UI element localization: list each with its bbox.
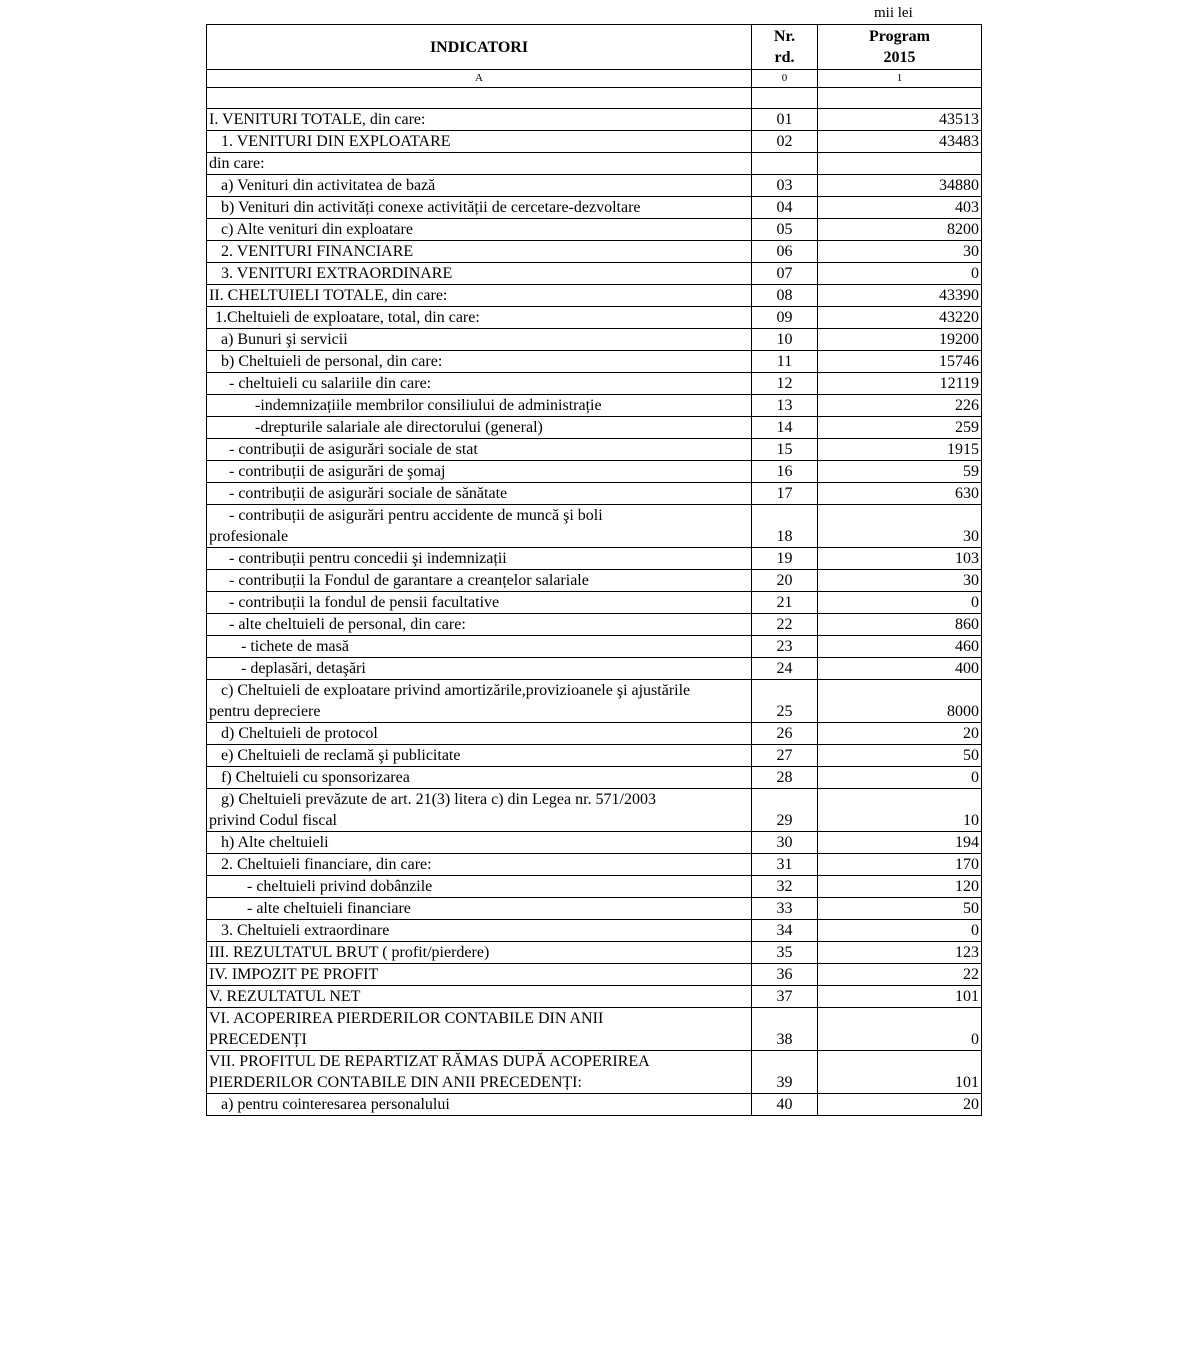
row-label-text: a) Venituri din activitatea de bază bbox=[221, 177, 436, 194]
row-value: 460 bbox=[818, 636, 982, 658]
row-number: 28 bbox=[752, 767, 818, 789]
row-label bbox=[207, 263, 752, 285]
table-row bbox=[207, 461, 982, 483]
blank-cell bbox=[752, 88, 818, 109]
row-label bbox=[207, 417, 752, 439]
row-number: 07 bbox=[752, 263, 818, 285]
row-number: 24 bbox=[752, 658, 818, 680]
row-label bbox=[207, 767, 752, 789]
row-number: 25 bbox=[752, 680, 818, 723]
row-label bbox=[207, 219, 752, 241]
row-value: 20 bbox=[818, 723, 982, 745]
row-label bbox=[207, 307, 752, 329]
row-label-text: II. CHELTUIELI TOTALE, din care: bbox=[209, 287, 448, 304]
row-value: 8200 bbox=[818, 219, 982, 241]
row-label bbox=[207, 745, 752, 767]
row-number: 08 bbox=[752, 285, 818, 307]
row-value: 170 bbox=[818, 854, 982, 876]
row-value bbox=[818, 153, 982, 175]
row-label-text: VII. PROFITUL DE REPARTIZAT RĂMAS DUPĂ ACOPERIREA bbox=[209, 1053, 650, 1070]
row-value: 860 bbox=[818, 614, 982, 636]
row-value: 0 bbox=[818, 920, 982, 942]
row-value: 15746 bbox=[818, 351, 982, 373]
row-label bbox=[207, 505, 752, 548]
row-number: 29 bbox=[752, 789, 818, 832]
row-label bbox=[207, 964, 752, 986]
table-row bbox=[207, 570, 982, 592]
header-nr bbox=[752, 25, 818, 70]
row-label-text: a) pentru cointeresarea personalului bbox=[221, 1096, 450, 1113]
row-label bbox=[207, 1008, 752, 1051]
table-row bbox=[207, 197, 982, 219]
row-number: 13 bbox=[752, 395, 818, 417]
row-label bbox=[207, 241, 752, 263]
row-value: 0 bbox=[818, 263, 982, 285]
row-label bbox=[207, 197, 752, 219]
row-label-text: e) Cheltuieli de reclamă şi publicitate bbox=[221, 747, 461, 764]
row-number: 40 bbox=[752, 1094, 818, 1116]
row-label-text: c) Alte venituri din exploatare bbox=[221, 221, 413, 238]
row-label bbox=[207, 614, 752, 636]
row-value: 120 bbox=[818, 876, 982, 898]
blank-cell bbox=[818, 88, 982, 109]
header-nr-line1: Nr. bbox=[773, 28, 796, 45]
row-value: 0 bbox=[818, 592, 982, 614]
row-number: 34 bbox=[752, 920, 818, 942]
table-row bbox=[207, 285, 982, 307]
row-value: 101 bbox=[818, 1051, 982, 1094]
row-value: 43390 bbox=[818, 285, 982, 307]
table-row bbox=[207, 483, 982, 505]
row-label-text: - contribuții pentru concedii şi indemnizații bbox=[229, 550, 507, 567]
table-row bbox=[207, 898, 982, 920]
column-code-a: A bbox=[207, 70, 752, 88]
row-number: 14 bbox=[752, 417, 818, 439]
row-value: 43483 bbox=[818, 131, 982, 153]
row-label-text: - contribuții la Fondul de garantare a creanțelor salariale bbox=[229, 572, 589, 589]
row-number: 03 bbox=[752, 175, 818, 197]
row-number: 32 bbox=[752, 876, 818, 898]
row-label-text: - tichete de masă bbox=[241, 638, 349, 655]
header-nr-line2: rd. bbox=[774, 49, 795, 66]
table-row bbox=[207, 417, 982, 439]
row-label-text: 3. VENITURI EXTRAORDINARE bbox=[221, 265, 453, 282]
row-label bbox=[207, 483, 752, 505]
row-label bbox=[207, 1051, 752, 1094]
row-label bbox=[207, 898, 752, 920]
row-number: 22 bbox=[752, 614, 818, 636]
financial-table bbox=[206, 24, 982, 1116]
row-value: 10 bbox=[818, 789, 982, 832]
row-value: 226 bbox=[818, 395, 982, 417]
row-number: 02 bbox=[752, 131, 818, 153]
row-value: 123 bbox=[818, 942, 982, 964]
row-label bbox=[207, 636, 752, 658]
row-label-text: 1.Cheltuieli de exploatare, total, din care: bbox=[215, 309, 480, 326]
row-number: 23 bbox=[752, 636, 818, 658]
column-code-1: 1 bbox=[818, 70, 982, 88]
row-label bbox=[207, 876, 752, 898]
row-value: 43220 bbox=[818, 307, 982, 329]
row-label-text: I. VENITURI TOTALE, din care: bbox=[209, 111, 426, 128]
row-label bbox=[207, 395, 752, 417]
table-row bbox=[207, 263, 982, 285]
row-value: 30 bbox=[818, 505, 982, 548]
row-value: 1915 bbox=[818, 439, 982, 461]
table-row bbox=[207, 876, 982, 898]
blank-row bbox=[207, 88, 982, 109]
row-label bbox=[207, 439, 752, 461]
row-label-text: g) Cheltuieli prevăzute de art. 21(3) litera c) din Legea nr. 571/2003 bbox=[221, 791, 656, 808]
row-label bbox=[207, 548, 752, 570]
table-row bbox=[207, 241, 982, 263]
row-label bbox=[207, 570, 752, 592]
row-number: 06 bbox=[752, 241, 818, 263]
row-label-text: - contribuții la fondul de pensii facultative bbox=[229, 594, 500, 611]
row-number: 16 bbox=[752, 461, 818, 483]
row-label-continuation: PRECEDENȚI bbox=[209, 1031, 307, 1048]
row-number: 37 bbox=[752, 986, 818, 1008]
row-label bbox=[207, 920, 752, 942]
row-label-text: din care: bbox=[209, 155, 265, 172]
row-value: 403 bbox=[818, 197, 982, 219]
row-number: 38 bbox=[752, 1008, 818, 1051]
table-row bbox=[207, 395, 982, 417]
row-label-text: 1. VENITURI DIN EXPLOATARE bbox=[221, 133, 451, 150]
row-label-text: - cheltuieli cu salariile din care: bbox=[229, 375, 432, 392]
row-label bbox=[207, 680, 752, 723]
row-value: 12119 bbox=[818, 373, 982, 395]
row-number: 36 bbox=[752, 964, 818, 986]
row-label bbox=[207, 658, 752, 680]
table-row bbox=[207, 131, 982, 153]
header-row bbox=[207, 25, 982, 70]
row-value: 0 bbox=[818, 1008, 982, 1051]
row-label bbox=[207, 832, 752, 854]
table-row bbox=[207, 745, 982, 767]
row-number: 17 bbox=[752, 483, 818, 505]
row-number bbox=[752, 153, 818, 175]
table-row bbox=[207, 920, 982, 942]
row-label-text: -indemnizațiile membrilor consiliului de administrație bbox=[255, 397, 602, 414]
row-number: 01 bbox=[752, 109, 818, 131]
row-label-text: - deplasări, detaşări bbox=[241, 660, 366, 677]
table-row bbox=[207, 723, 982, 745]
header-indicators: INDICATORI bbox=[207, 25, 752, 70]
row-number: 21 bbox=[752, 592, 818, 614]
table-row bbox=[207, 1051, 982, 1094]
row-number: 09 bbox=[752, 307, 818, 329]
column-code-row bbox=[207, 70, 982, 88]
row-label bbox=[207, 131, 752, 153]
row-number: 11 bbox=[752, 351, 818, 373]
row-value: 101 bbox=[818, 986, 982, 1008]
table-row bbox=[207, 592, 982, 614]
header-program bbox=[818, 25, 982, 70]
table-row bbox=[207, 109, 982, 131]
row-label-text: - cheltuieli privind dobânzile bbox=[247, 878, 433, 895]
row-number: 33 bbox=[752, 898, 818, 920]
row-number: 15 bbox=[752, 439, 818, 461]
row-label-text: 3. Cheltuieli extraordinare bbox=[221, 922, 390, 939]
row-label-text: b) Venituri din activități conexe activității de cercetare-dezvoltare bbox=[221, 199, 641, 216]
table-row bbox=[207, 548, 982, 570]
row-label-text: b) Cheltuieli de personal, din care: bbox=[221, 353, 443, 370]
row-label bbox=[207, 285, 752, 307]
row-value: 34880 bbox=[818, 175, 982, 197]
row-label-continuation: PIERDERILOR CONTABILE DIN ANII PRECEDENȚI: bbox=[209, 1074, 582, 1091]
header-program-line1: Program bbox=[868, 28, 930, 45]
column-code-0: 0 bbox=[752, 70, 818, 88]
table-row bbox=[207, 329, 982, 351]
row-label-text: V. REZULTATUL NET bbox=[209, 988, 361, 1005]
row-value: 22 bbox=[818, 964, 982, 986]
row-number: 39 bbox=[752, 1051, 818, 1094]
row-label-text: c) Cheltuieli de exploatare privind amortizările,provizioanele şi ajustările bbox=[221, 682, 691, 699]
row-value: 50 bbox=[818, 745, 982, 767]
row-label-text: - contribuții de asigurări de şomaj bbox=[229, 463, 446, 480]
row-value: 30 bbox=[818, 241, 982, 263]
table-row bbox=[207, 854, 982, 876]
row-label-text: III. REZULTATUL BRUT ( profit/pierdere) bbox=[209, 944, 490, 961]
row-number: 30 bbox=[752, 832, 818, 854]
row-value: 43513 bbox=[818, 109, 982, 131]
row-label-text: VI. ACOPERIREA PIERDERILOR CONTABILE DIN ANII bbox=[209, 1010, 604, 1027]
table-row bbox=[207, 439, 982, 461]
row-label bbox=[207, 1094, 752, 1116]
table-row bbox=[207, 986, 982, 1008]
row-label-text: h) Alte cheltuieli bbox=[221, 834, 329, 851]
header-program-line2: 2015 bbox=[883, 49, 916, 66]
row-value: 20 bbox=[818, 1094, 982, 1116]
row-label-text: 2. VENITURI FINANCIARE bbox=[221, 243, 414, 260]
row-label-text: d) Cheltuieli de protocol bbox=[221, 725, 378, 742]
row-value: 50 bbox=[818, 898, 982, 920]
row-label-text: - contribuții de asigurări sociale de stat bbox=[229, 441, 478, 458]
row-value: 0 bbox=[818, 767, 982, 789]
table-row bbox=[207, 832, 982, 854]
row-label bbox=[207, 153, 752, 175]
row-label-text: - contribuții de asigurări pentru accidente de muncă şi boli bbox=[229, 507, 603, 524]
table-row bbox=[207, 1094, 982, 1116]
row-number: 26 bbox=[752, 723, 818, 745]
row-label-text: f) Cheltuieli cu sponsorizarea bbox=[221, 769, 410, 786]
row-number: 18 bbox=[752, 505, 818, 548]
row-value: 59 bbox=[818, 461, 982, 483]
table-row bbox=[207, 351, 982, 373]
row-label-text: - contribuții de asigurări sociale de sănătate bbox=[229, 485, 508, 502]
row-label bbox=[207, 351, 752, 373]
row-number: 10 bbox=[752, 329, 818, 351]
row-label bbox=[207, 986, 752, 1008]
table-row bbox=[207, 1008, 982, 1051]
row-label-continuation: privind Codul fiscal bbox=[209, 812, 337, 829]
table-row bbox=[207, 964, 982, 986]
row-label bbox=[207, 461, 752, 483]
row-value: 259 bbox=[818, 417, 982, 439]
table-row bbox=[207, 614, 982, 636]
row-number: 05 bbox=[752, 219, 818, 241]
row-label bbox=[207, 109, 752, 131]
table-row bbox=[207, 789, 982, 832]
row-value: 8000 bbox=[818, 680, 982, 723]
row-label bbox=[207, 592, 752, 614]
row-label-text: - alte cheltuieli financiare bbox=[247, 900, 411, 917]
row-label-text: - alte cheltuieli de personal, din care: bbox=[229, 616, 466, 633]
row-number: 04 bbox=[752, 197, 818, 219]
row-label bbox=[207, 373, 752, 395]
row-number: 20 bbox=[752, 570, 818, 592]
row-label bbox=[207, 854, 752, 876]
table-row bbox=[207, 219, 982, 241]
table-row bbox=[207, 636, 982, 658]
row-label-text: 2. Cheltuieli financiare, din care: bbox=[221, 856, 432, 873]
row-label bbox=[207, 942, 752, 964]
table-row bbox=[207, 505, 982, 548]
row-label bbox=[207, 175, 752, 197]
row-number: 27 bbox=[752, 745, 818, 767]
row-value: 103 bbox=[818, 548, 982, 570]
table-row bbox=[207, 175, 982, 197]
row-value: 194 bbox=[818, 832, 982, 854]
row-number: 31 bbox=[752, 854, 818, 876]
row-value: 630 bbox=[818, 483, 982, 505]
blank-cell bbox=[207, 88, 752, 109]
table-row bbox=[207, 373, 982, 395]
unit-label: mii lei bbox=[874, 5, 913, 21]
row-number: 12 bbox=[752, 373, 818, 395]
table-row bbox=[207, 942, 982, 964]
row-value: 30 bbox=[818, 570, 982, 592]
row-label-continuation: pentru depreciere bbox=[209, 703, 321, 720]
row-label bbox=[207, 789, 752, 832]
row-label-text: IV. IMPOZIT PE PROFIT bbox=[209, 966, 379, 983]
row-label-text: a) Bunuri şi servicii bbox=[221, 331, 348, 348]
table-row bbox=[207, 307, 982, 329]
row-label-continuation: profesionale bbox=[209, 528, 289, 545]
row-label-text: -drepturile salariale ale directorului (general) bbox=[255, 419, 543, 436]
table-row bbox=[207, 767, 982, 789]
row-value: 400 bbox=[818, 658, 982, 680]
row-value: 19200 bbox=[818, 329, 982, 351]
table-row bbox=[207, 658, 982, 680]
table-body bbox=[207, 25, 982, 1116]
row-label bbox=[207, 329, 752, 351]
row-number: 35 bbox=[752, 942, 818, 964]
row-number: 19 bbox=[752, 548, 818, 570]
table-row bbox=[207, 153, 982, 175]
table-row bbox=[207, 680, 982, 723]
row-label bbox=[207, 723, 752, 745]
